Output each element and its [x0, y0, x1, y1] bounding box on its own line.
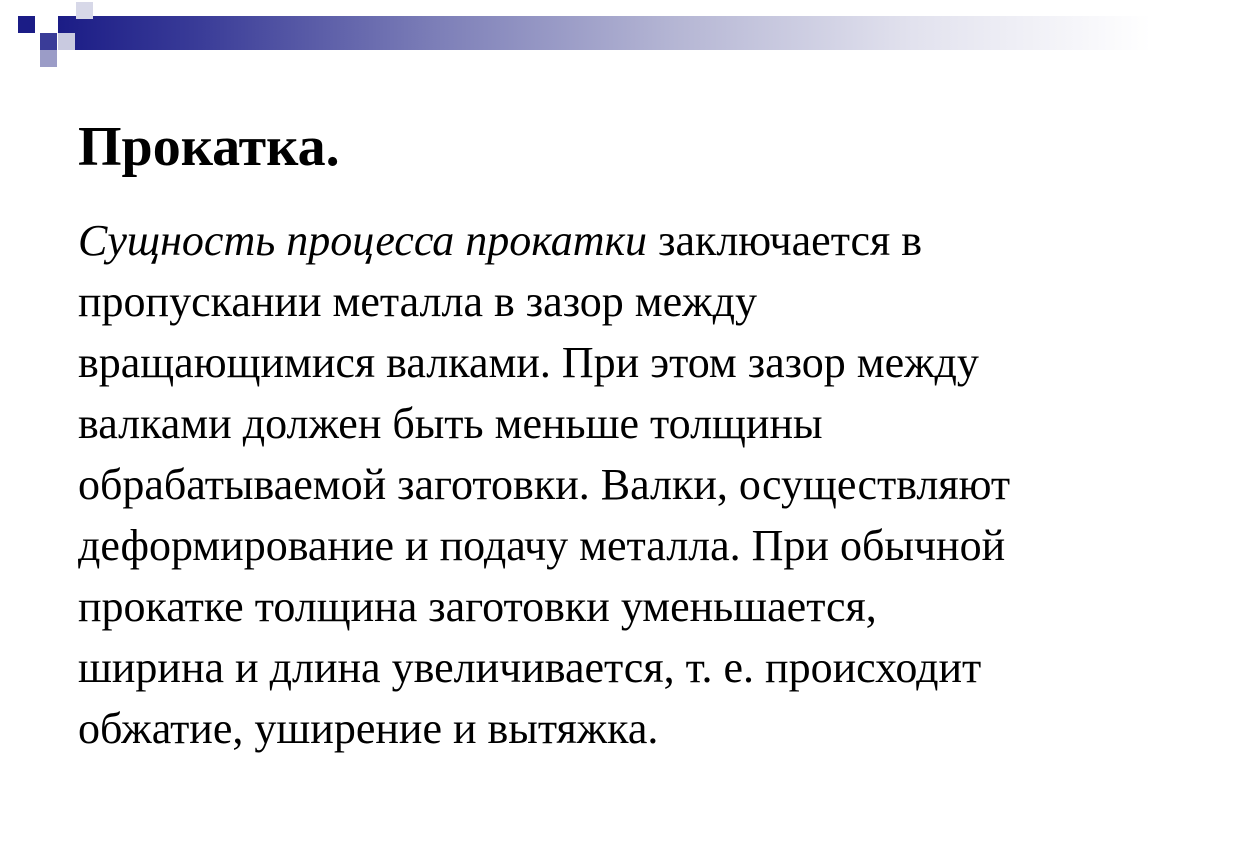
paragraph-line: деформирование и подачу металла. При обычной [78, 521, 1006, 570]
paragraph-line: обжатие, уширение и вытяжка. [78, 704, 659, 753]
paragraph-line: пропускании металла в зазор между [78, 277, 757, 326]
paragraph-line: вращающимися валками. При этом зазор между [78, 338, 979, 387]
slide-body-paragraph [78, 210, 1178, 759]
paragraph-line [78, 210, 1178, 271]
decor-square [40, 50, 57, 67]
paragraph-line: прокатке толщина заготовки уменьшается, [78, 582, 877, 631]
paragraph-line-text: заключается в [647, 216, 922, 265]
italic-lead-text: Сущность процесса прокатки [78, 216, 648, 265]
decor-square [76, 2, 93, 19]
header-gradient-band [58, 16, 1246, 50]
paragraph-line: валками должен быть меньше толщины [78, 399, 823, 448]
paragraph-line: ширина и длина увеличивается, т. е. происходит [78, 643, 982, 692]
slide-title: Прокатка. [78, 116, 340, 178]
paragraph-line: обрабатываемой заготовки. Валки, осуществляют [78, 460, 1011, 509]
decor-square [40, 33, 57, 50]
decor-square [18, 16, 35, 33]
decor-square [58, 33, 75, 50]
